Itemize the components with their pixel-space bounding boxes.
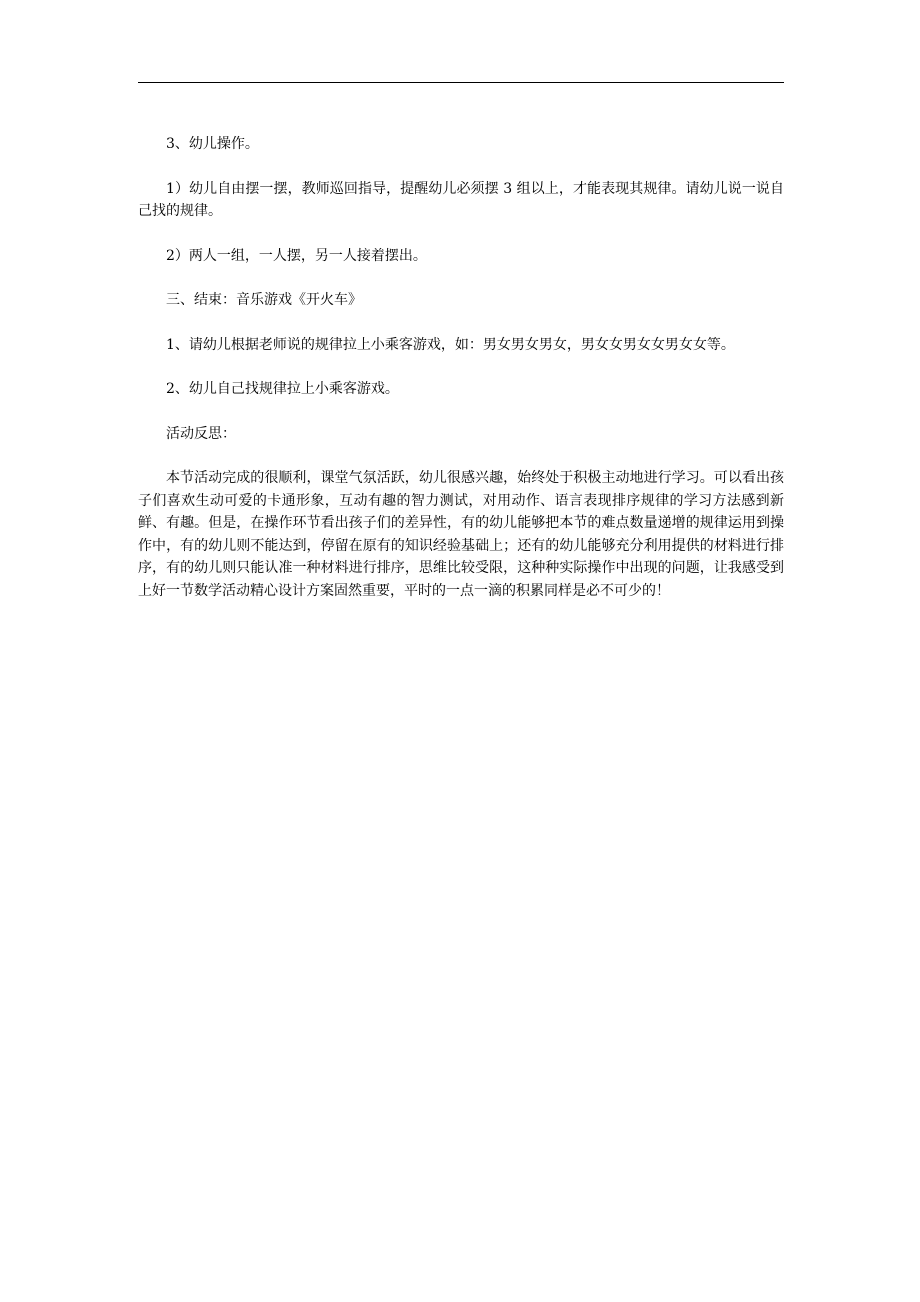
header-rule xyxy=(138,82,784,83)
paragraph-ending-2: 2、幼儿自己找规律拉上小乘客游戏。 xyxy=(166,381,399,397)
section-heading-reflection: 活动反思： xyxy=(166,425,236,442)
paragraph-ending-1: 1、请幼儿根据老师说的规律拉上小乘客游戏，如：男女男女男女，男女女男女女男女女等。 xyxy=(166,336,735,353)
paragraph-step-3: 3、幼儿操作。 xyxy=(166,136,259,152)
paragraph-step-3-1: 1）幼儿自由摆一摆，教师巡回指导，提醒幼儿必须摆 3 组以上，才能表现其规律。请幼儿说一说自己找的规律。 xyxy=(138,180,784,219)
section-heading-ending: 三、结束：音乐游戏《开火车》 xyxy=(166,292,362,308)
paragraph-step-3-2: 2）两人一组，一人摆，另一人接着摆出。 xyxy=(166,247,427,264)
document-body xyxy=(138,133,784,624)
paragraph-reflection: 本节活动完成的很顺利，课堂气氛活跃，幼儿很感兴趣，始终处于积极主动地进行学习。可以看出孩子们喜欢生动可爱的卡通形象，互动有趣的智力测试，对用动作、语言表现排序规律的学习方法感到新鲜、有趣。但是，在操作环节看出孩子们的差异性，有的幼儿能够把本节的难点数量递增的规律运用到操作中，有的幼儿则不能达到，停留在原有的知识经验基础上；还有的幼儿能够充分利用提供的材料进行排序，有的幼儿则只能认准一种材料进行排序，思维比较受限，这种种实际操作中出现的问题，让我感受到上好一节数学活动精心设计方案固然重要，平时的一点一滴的积累同样是必不可少的！ xyxy=(138,470,784,599)
